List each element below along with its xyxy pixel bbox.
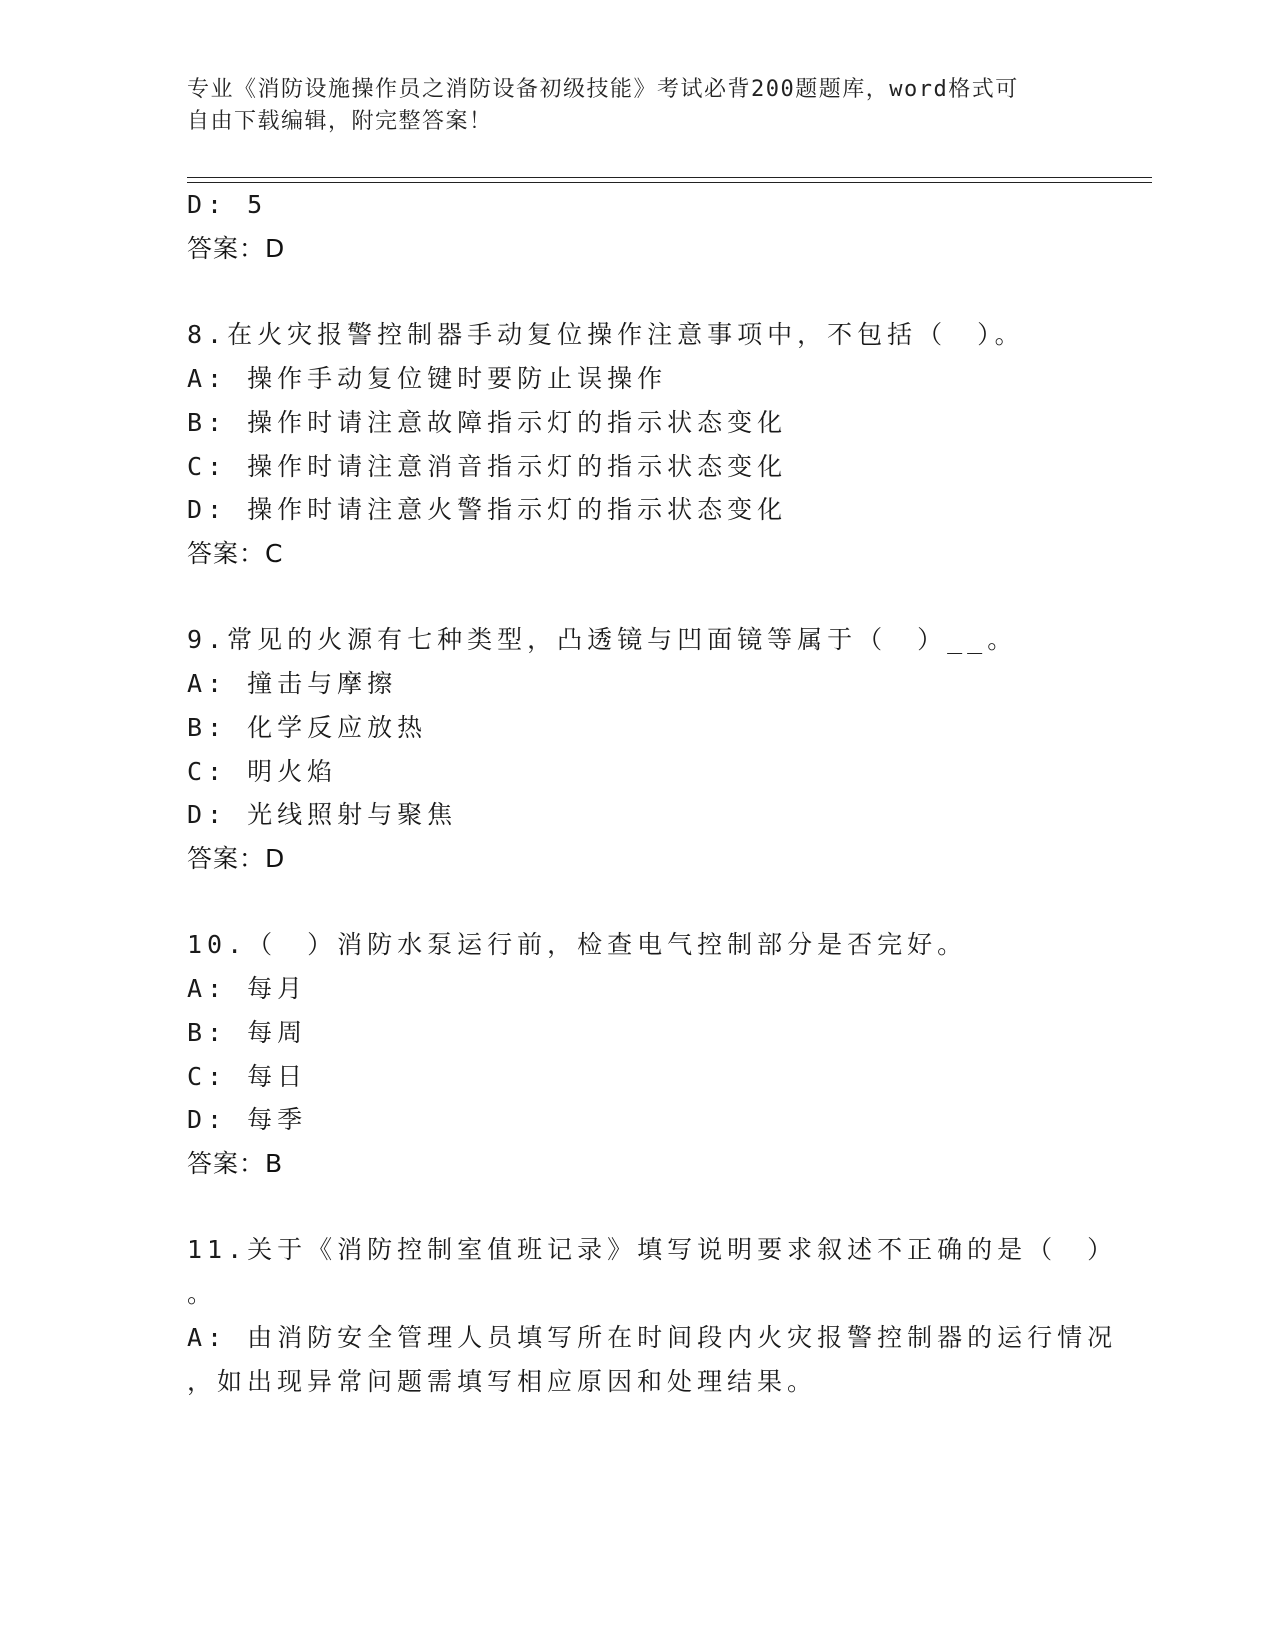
q8-stem: 8.在火灾报警控制器手动复位操作注意事项中，不包括（ ）。 xyxy=(187,320,1025,349)
q8-option-c: C: 操作时请注意消音指示灯的指示状态变化 xyxy=(187,452,788,481)
q8-option-d: D: 操作时请注意火警指示灯的指示状态变化 xyxy=(187,495,788,524)
header-divider-bottom xyxy=(187,182,1152,183)
q11-option-a-line-1: A: 由消防安全管理人员填写所在时间段内火灾报警控制器的运行情况 xyxy=(187,1323,1118,1352)
header-divider-top xyxy=(187,177,1152,178)
q11-stem-line-1: 11.关于《消防控制室值班记录》填写说明要求叙述不正确的是（ ） xyxy=(187,1235,1118,1264)
q8-option-b: B: 操作时请注意故障指示灯的指示状态变化 xyxy=(187,408,788,437)
q10-option-a: A: 每月 xyxy=(187,974,308,1003)
q10-answer: 答案：B xyxy=(187,1149,284,1178)
q9-option-c: C: 明火焰 xyxy=(187,757,338,786)
q9-option-d: D: 光线照射与聚焦 xyxy=(187,800,458,829)
header-line-1: 专业《消防设施操作员之消防设备初级技能》考试必背200题题库，word格式可 xyxy=(187,77,1019,102)
q10-option-b: B: 每周 xyxy=(187,1018,308,1047)
q9-option-a: A: 撞击与摩擦 xyxy=(187,669,398,698)
q8-option-a: A: 操作手动复位键时要防止误操作 xyxy=(187,364,668,393)
q11-stem-line-2: 。 xyxy=(187,1279,218,1308)
q8-answer: 答案：C xyxy=(187,539,284,568)
prev-answer: 答案：D xyxy=(187,234,286,263)
q10-option-d: D: 每季 xyxy=(187,1105,308,1134)
header-line-2: 自由下载编辑，附完整答案！ xyxy=(187,109,493,134)
prev-option-d: D: 5 xyxy=(187,190,268,219)
q11-option-a-line-2: ，如出现异常问题需填写相应原因和处理结果。 xyxy=(187,1367,818,1396)
q9-option-b: B: 化学反应放热 xyxy=(187,713,428,742)
q10-option-c: C: 每日 xyxy=(187,1062,308,1091)
document-header xyxy=(187,74,1087,138)
q9-answer: 答案：D xyxy=(187,844,286,873)
q10-stem: 10.（ ）消防水泵运行前，检查电气控制部分是否完好。 xyxy=(187,930,968,959)
q9-stem: 9.常见的火源有七种类型，凸透镜与凹面镜等属于（ ）__。 xyxy=(187,625,1018,654)
